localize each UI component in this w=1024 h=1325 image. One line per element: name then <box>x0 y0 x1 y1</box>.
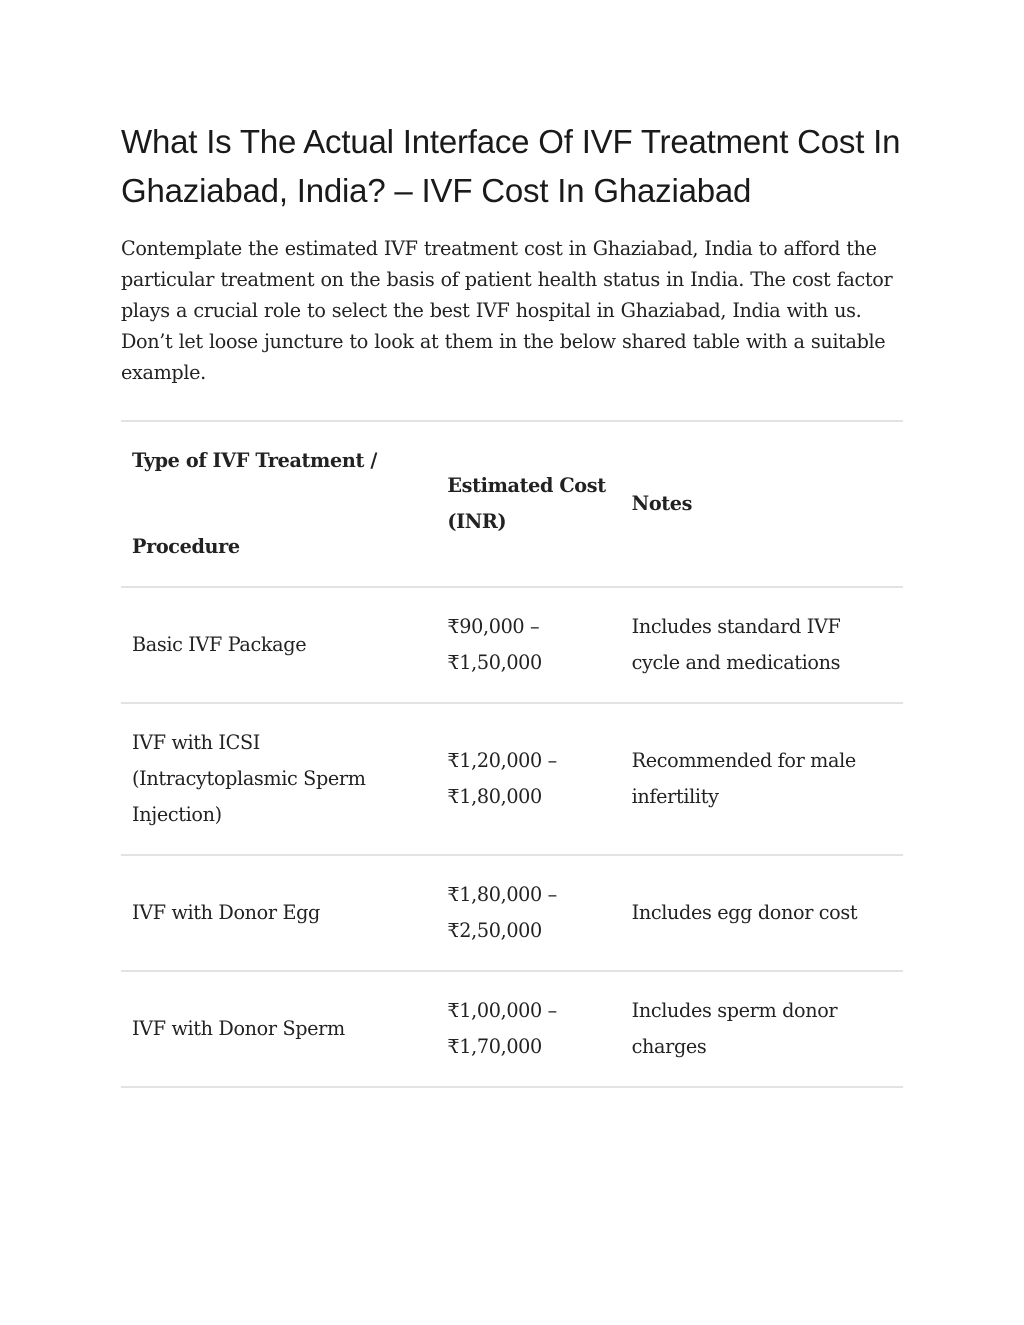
page-title: What Is The Actual Interface Of IVF Treatment Cost In Ghaziabad, India? – IVF Cost In Ghaziabad <box>121 123 901 209</box>
header-estimated-cost: Estimated Cost (INR) <box>447 474 606 533</box>
cell-notes: Includes standard IVF cycle and medications <box>631 615 841 674</box>
table-header-row <box>121 421 903 587</box>
cell-treatment-type: IVF with ICSI (Intracytoplasmic Sperm Injection) <box>132 731 366 826</box>
cell-estimated-cost: ₹1,00,000 – ₹1,70,000 <box>447 999 557 1058</box>
header-treatment-type <box>121 421 436 587</box>
cell-treatment-type: IVF with Donor Sperm <box>132 1017 345 1040</box>
cell-treatment-type: IVF with Donor Egg <box>132 901 320 924</box>
intro-paragraph: Contemplate the estimated IVF treatment cost in Ghaziabad, India to afford the particular treatment on the basis of patient health status in India. The cost factor plays a crucial role to select the best IVF hospital in Ghaziabad, India with us. Don’t let loose juncture to look at them in the below shared table with a suitable example. <box>121 237 893 384</box>
cell-estimated-cost: ₹1,20,000 – ₹1,80,000 <box>447 749 557 808</box>
ivf-cost-table <box>121 420 903 1088</box>
table-row <box>121 971 903 1087</box>
cell-estimated-cost: ₹1,80,000 – ₹2,50,000 <box>447 883 557 942</box>
cell-treatment-type: Basic IVF Package <box>132 633 307 656</box>
table-row <box>121 703 903 855</box>
cell-notes: Includes egg donor cost <box>631 901 858 924</box>
cell-notes: Recommended for male infertility <box>631 749 856 808</box>
table-row <box>121 855 903 971</box>
cell-estimated-cost: ₹90,000 – ₹1,50,000 <box>447 615 542 674</box>
header-treatment-type-line1: Type of IVF Treatment / <box>132 449 377 472</box>
header-notes: Notes <box>631 492 693 515</box>
article <box>121 118 903 1088</box>
table-row <box>121 587 903 703</box>
cell-notes: Includes sperm donor charges <box>631 999 838 1058</box>
header-treatment-type-line2: Procedure <box>132 535 240 558</box>
